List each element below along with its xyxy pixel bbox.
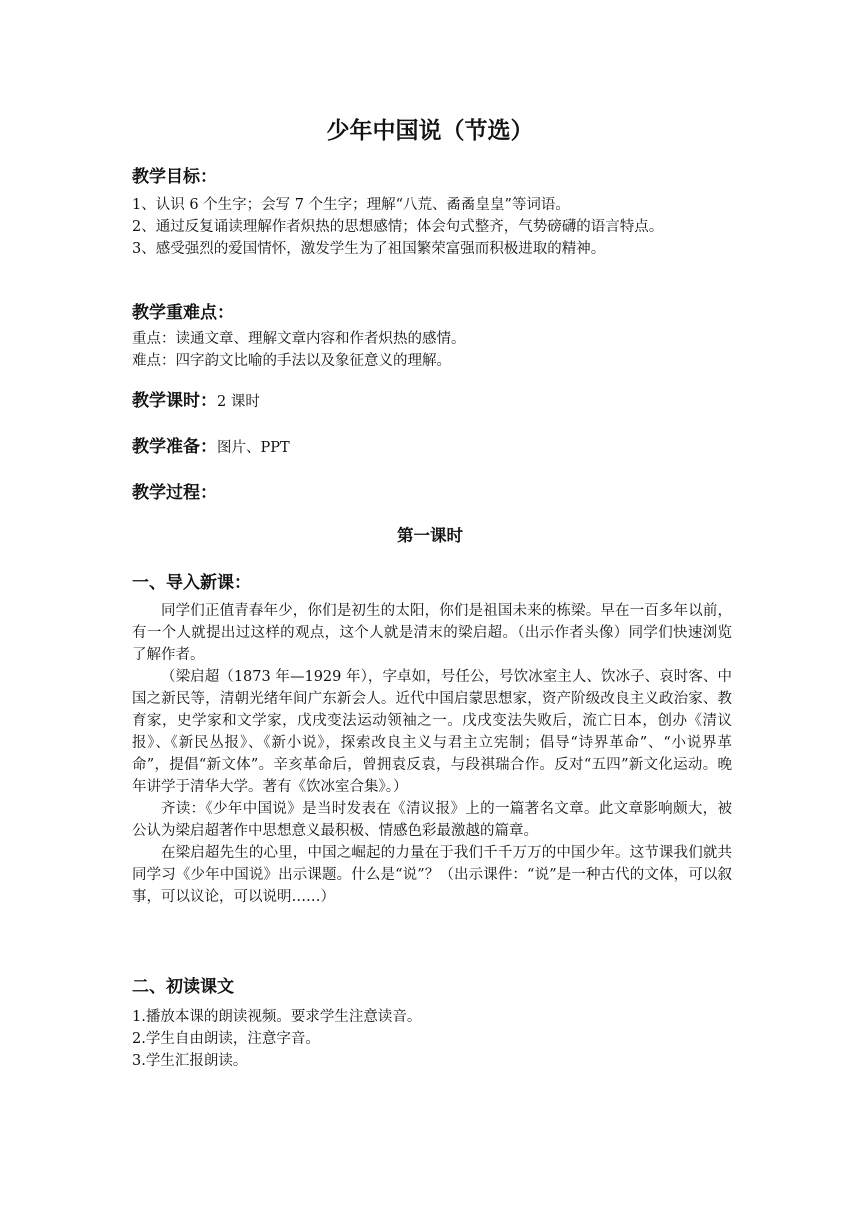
key-point-item: 难点：四字韵文比喻的手法以及象征意义的理解。 bbox=[132, 353, 451, 369]
paragraph: （梁启超（1873 年—1929 年），字卓如，号任公，号饮冰室主人、饮冰子、哀时客、中国之新民等，清朝光绪年间广东新会人。近代中国启蒙思想家，资产阶级改良主义政治家、教育家，史学家和文学家，戊戌变法运动领袖之一。戊戌变法失败后，流亡日本，创办《清议报》、《新民丛报》、《新小说》，探索改良主义与君主立宪制；倡导“诗界革命”、“小说界革命”，提倡“新文体”。辛亥革命后，曾拥袁反袁，与段祺瑞合作。反对“五四”新文化运动。晚年讲学于清华大学。著有《饮冰室合集》。） bbox=[132, 669, 732, 795]
list-item: 3.学生汇报朗读。 bbox=[132, 1053, 248, 1069]
section2-list bbox=[132, 1006, 732, 1072]
hours-line bbox=[132, 386, 260, 411]
list-item: 1.播放本课的朗读视频。要求学生注意读音。 bbox=[132, 1009, 422, 1025]
list-item: 2.学生自由朗读，注意字音。 bbox=[132, 1031, 320, 1047]
paragraph: 齐读：《少年中国说》是当时发表在《清议报》上的一篇著名文章。此文章影响颇大，被公认为梁启超著作中思想意义最积极、情感色彩最激越的篇章。 bbox=[132, 801, 732, 839]
prep-value: 图片、PPT bbox=[217, 440, 290, 456]
prep-heading: 教学准备： bbox=[132, 437, 217, 457]
goals-list bbox=[132, 194, 732, 260]
paragraph: 同学们正值青春年少，你们是初生的太阳，你们是祖国未来的栋梁。早在一百多年以前，有一个人就提出过这样的观点，这个人就是清末的梁启超。（出示作者头像）同学们快速浏览了解作者。 bbox=[132, 603, 732, 663]
goals-heading: 教学目标： bbox=[132, 167, 217, 187]
section1-body bbox=[132, 600, 732, 908]
key-points-heading: 教学重难点： bbox=[132, 303, 234, 323]
prep-line bbox=[132, 432, 290, 457]
document-title: 少年中国说（节选） bbox=[326, 118, 534, 144]
key-points-list bbox=[132, 328, 732, 372]
section1-heading: 一、导入新课： bbox=[132, 573, 251, 593]
goal-item: 1、认识 6 个生字；会写 7 个生字；理解“八荒、矞矞皇皇”等词语。 bbox=[132, 197, 570, 213]
paragraph: 在梁启超先生的心里，中国之崛起的力量在于我们千千万万的中国少年。这节课我们就共同学习《少年中国说》出示课题。什么是“说”？（出示课件：“说”是一种古代的文体，可以叙事，可以议论，可以说明……） bbox=[132, 845, 732, 905]
goal-item: 2、通过反复诵读理解作者炽热的思想感情；体会句式整齐，气势磅礴的语言特点。 bbox=[132, 219, 664, 235]
section2-heading: 二、初读课文 bbox=[132, 977, 234, 997]
key-point-item: 重点：读通文章、理解文章内容和作者炽热的感情。 bbox=[132, 331, 466, 347]
goal-item: 3、感受强烈的爱国情怀，激发学生为了祖国繁荣富强而积极进取的精神。 bbox=[132, 241, 606, 257]
process-heading: 教学过程： bbox=[132, 483, 217, 503]
hours-heading: 教学课时： bbox=[132, 391, 217, 411]
lesson1-heading: 第一课时 bbox=[397, 526, 463, 545]
hours-value: 2 课时 bbox=[217, 394, 260, 410]
